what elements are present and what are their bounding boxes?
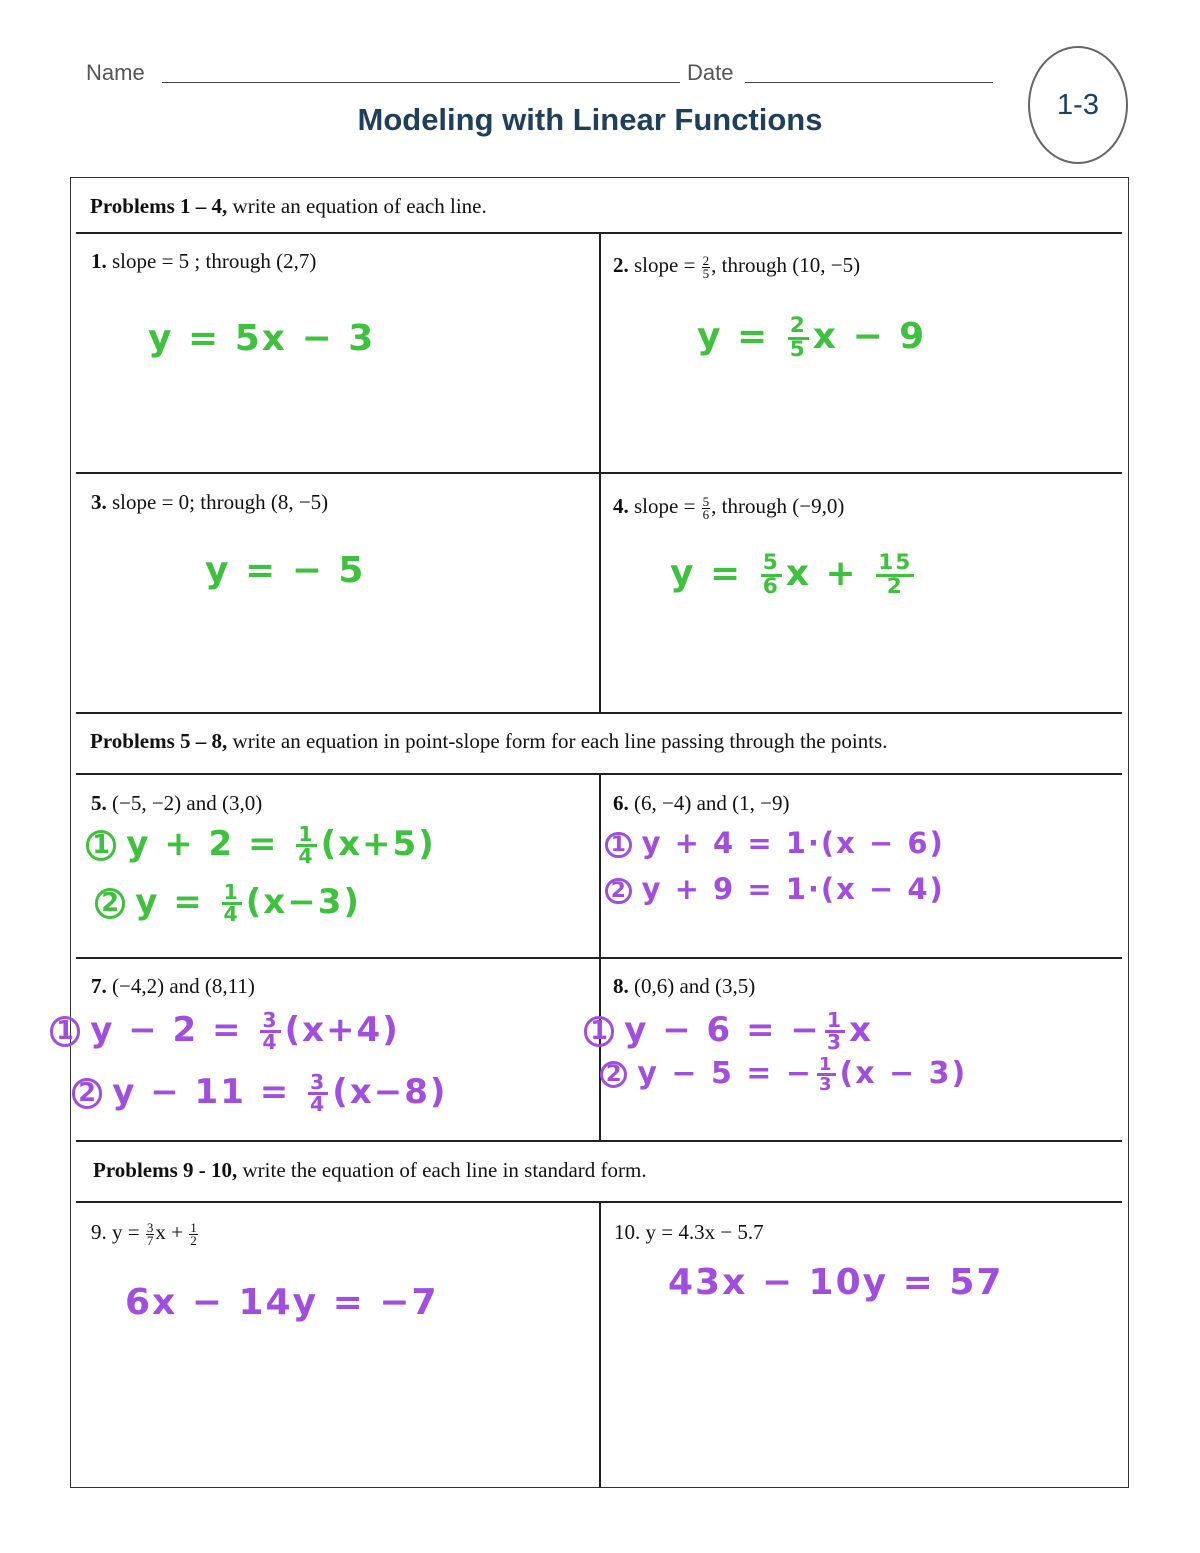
answer-part: y − 6 = − <box>624 1010 821 1050</box>
answer-fraction <box>825 1007 845 1054</box>
answer-part: y = <box>697 316 784 357</box>
slope-fraction <box>702 493 711 522</box>
answer-part: y = <box>670 553 757 594</box>
answer-2 <box>697 313 927 362</box>
denominator: 7 <box>146 1232 154 1248</box>
problem-text: slope = <box>628 494 696 518</box>
section-2-heading: Problems 5 – 8, <box>90 729 228 753</box>
answer-8-line-1 <box>584 1007 873 1054</box>
answer-1: y = 5x − 3 <box>148 318 376 359</box>
problem-number: 6. <box>613 791 629 815</box>
problem-1 <box>91 249 316 274</box>
denominator: 4 <box>298 844 315 868</box>
numerator: 1 <box>298 821 315 846</box>
problem-text: slope = <box>628 253 696 277</box>
section-1-text: write an equation of each line. <box>227 194 487 218</box>
numerator: 2 <box>702 252 710 268</box>
numerator: 3 <box>310 1069 327 1094</box>
answer-fraction <box>788 313 809 362</box>
answer-part: (x+5) <box>320 824 436 864</box>
slope-fraction <box>702 252 711 281</box>
answer-fraction <box>817 1054 836 1096</box>
name-label: Name <box>86 60 145 85</box>
step-marker: 2 <box>605 878 632 905</box>
section-1-heading: Problems 1 – 4, <box>90 194 228 218</box>
denominator: 2 <box>190 1232 197 1248</box>
answer-10: 43x − 10y = 57 <box>668 1262 1004 1303</box>
section-3-text: write the equation of each line in standard form. <box>237 1158 647 1182</box>
numerator: 1 <box>223 879 240 904</box>
problem-number: 2. <box>613 253 629 277</box>
answer-7-line-1 <box>50 1007 400 1054</box>
numerator: 15 <box>878 550 913 575</box>
problem-text: (0,6) and (3,5) <box>628 974 756 998</box>
numerator: 1 <box>819 1054 834 1075</box>
denominator: 6 <box>702 506 710 522</box>
answer-5-line-1 <box>86 821 436 868</box>
date-label: Date <box>687 60 734 85</box>
answer-fraction <box>222 879 242 926</box>
problem-text-tail: , through (10, −5) <box>711 253 861 277</box>
problem-text-tail: , through (−9,0) <box>711 494 845 518</box>
problem-5 <box>91 791 262 816</box>
answer-part: y − 2 = <box>90 1010 257 1050</box>
divider <box>76 712 1122 714</box>
lesson-badge <box>1028 46 1128 164</box>
column-divider <box>599 232 601 712</box>
problem-text: (6, −4) and (1, −9) <box>628 791 790 815</box>
problem-number: 3. <box>91 490 107 514</box>
section-1-instructions <box>90 194 487 219</box>
problem-text: slope = 5 ; through (2,7) <box>106 249 317 273</box>
problem-4 <box>613 494 844 521</box>
divider <box>76 1140 1122 1142</box>
answer-part: y + 2 = <box>126 824 293 864</box>
step-marker: 1 <box>584 1016 614 1046</box>
answer-part: (x − 3) <box>839 1056 968 1092</box>
step-marker: 1 <box>605 832 632 859</box>
answer-part: y + 9 = 1·(x − 4) <box>641 872 945 906</box>
step-marker: 1 <box>86 830 116 860</box>
numerator: 1 <box>826 1007 844 1032</box>
answer-part: y + 4 = 1·(x − 6) <box>641 826 945 860</box>
numerator: 3 <box>146 1219 154 1235</box>
fraction <box>189 1219 198 1248</box>
denominator: 4 <box>310 1092 327 1116</box>
answer-part: y = <box>135 882 218 922</box>
numerator: 2 <box>789 313 807 338</box>
answer-3: y = − 5 <box>205 550 366 591</box>
problem-7 <box>91 974 255 999</box>
date-field-line[interactable] <box>745 82 993 83</box>
answer-6-line-2 <box>605 872 945 906</box>
answer-part: x <box>849 1010 873 1050</box>
problem-text: (−4,2) and (8,11) <box>106 974 255 998</box>
lesson-badge-text: 1-3 <box>1057 88 1099 121</box>
problem-10 <box>614 1220 764 1245</box>
problem-number: 1. <box>91 249 107 273</box>
answer-fraction <box>260 1007 280 1054</box>
answer-5-line-2 <box>95 879 361 926</box>
answer-part: x − 9 <box>812 316 927 357</box>
problem-number: 8. <box>613 974 629 998</box>
denominator: 4 <box>223 902 240 926</box>
page-title: Modeling with Linear Functions <box>357 102 823 137</box>
problem-3 <box>91 490 328 515</box>
fraction <box>146 1219 155 1248</box>
section-3-heading: Problems 9 - 10, <box>93 1158 238 1182</box>
answer-6-line-1 <box>605 826 945 860</box>
problem-number: 5. <box>91 791 107 815</box>
name-field-line[interactable] <box>162 82 680 83</box>
answer-part: (x−3) <box>245 882 361 922</box>
section-3-instructions <box>93 1158 647 1183</box>
answer-fraction <box>876 550 914 599</box>
answer-part: (x+4) <box>284 1010 400 1050</box>
answer-part: x + <box>785 553 873 594</box>
answer-part: y − 5 = − <box>637 1056 813 1092</box>
section-2-text: write an equation in point-slope form for each line passing through the points. <box>227 729 888 753</box>
problem-8 <box>613 974 755 999</box>
answer-7-line-2 <box>72 1069 448 1116</box>
problem-text: y = <box>106 1220 145 1244</box>
step-marker: 2 <box>72 1078 102 1108</box>
problem-number: 7. <box>91 974 107 998</box>
problem-2 <box>613 253 860 280</box>
step-marker: 2 <box>95 888 125 918</box>
denominator: 4 <box>262 1030 279 1054</box>
problem-6 <box>613 791 789 816</box>
denominator: 5 <box>789 336 807 362</box>
problem-number: 4. <box>613 494 629 518</box>
numerator: 5 <box>702 493 710 509</box>
answer-part: (x−8) <box>332 1072 448 1112</box>
answer-fraction <box>296 821 316 868</box>
denominator: 6 <box>762 573 780 599</box>
answer-4 <box>670 550 918 599</box>
problem-text: slope = 0; through (8, −5) <box>106 490 329 514</box>
problem-9 <box>91 1220 199 1247</box>
step-marker: 2 <box>600 1061 627 1088</box>
problem-number: 10. <box>614 1220 641 1244</box>
problem-text-mid: x + <box>155 1220 189 1244</box>
denominator: 3 <box>819 1074 834 1096</box>
column-divider <box>599 1201 601 1488</box>
answer-part: y − 11 = <box>112 1072 305 1112</box>
denominator: 2 <box>886 573 904 599</box>
answer-fraction <box>761 550 782 599</box>
numerator: 3 <box>262 1007 279 1032</box>
answer-8-line-2 <box>600 1054 968 1096</box>
answer-fraction <box>308 1069 328 1116</box>
numerator: 5 <box>762 550 780 575</box>
section-2-instructions <box>90 729 887 754</box>
numerator: 1 <box>190 1219 197 1235</box>
denominator: 5 <box>702 265 710 281</box>
denominator: 3 <box>826 1030 844 1054</box>
problem-text: (−5, −2) and (3,0) <box>106 791 263 815</box>
problem-text: y = 4.3x − 5.7 <box>640 1220 764 1244</box>
problem-number: 9. <box>91 1220 107 1244</box>
step-marker: 1 <box>50 1016 80 1046</box>
answer-9: 6x − 14y = −7 <box>125 1282 439 1323</box>
